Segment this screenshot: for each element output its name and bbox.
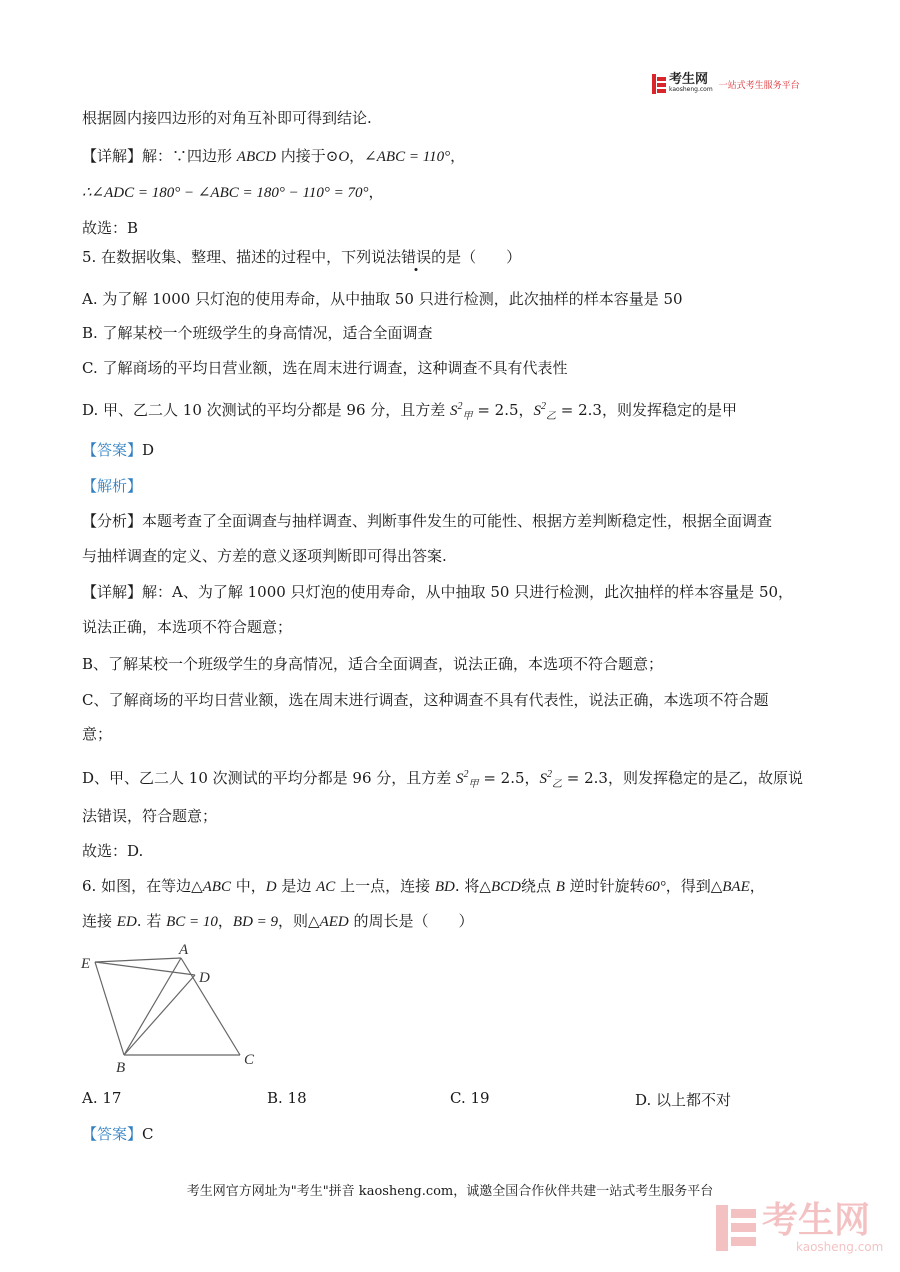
- text: = 2.3，则发挥稳定的是甲: [556, 401, 737, 419]
- text: 绕点: [520, 877, 556, 895]
- brand-logo-icon: [652, 74, 666, 94]
- math: △AED: [308, 914, 349, 930]
- emphasis-text: 错误: [401, 248, 432, 266]
- answer-tag: 【答案】: [82, 1125, 143, 1143]
- sup: 2: [457, 401, 463, 412]
- text: = 2.3，则发挥稳定的是乙，故原说: [562, 769, 803, 787]
- text: = 2.5，: [472, 401, 534, 419]
- option-d: [82, 397, 737, 427]
- text: 本题考查了全面调查与抽样调查、判断事件发生的可能性、根据方差判断稳定性，根据全面调查: [142, 512, 773, 530]
- text: S: [539, 771, 548, 787]
- math: AC: [316, 879, 336, 895]
- header-logo: [652, 74, 800, 94]
- segment-ea: [95, 958, 181, 962]
- sub: 乙: [546, 411, 557, 422]
- segment-ed: [95, 962, 195, 975]
- detail-line: [82, 582, 793, 602]
- text: ，: [368, 183, 384, 201]
- detail-line: 意；: [82, 725, 113, 743]
- page-footer: 考生网官方网址为"考生"拼音 kaosheng.com，诚邀全国合作伙伴共建一站式考生服务平台: [186, 1184, 714, 1199]
- text: D、甲、乙二人 10 次测试的平均分都是 96 分，且方差: [82, 769, 457, 787]
- math: ⊙O: [325, 149, 350, 165]
- math: △BCD: [479, 879, 521, 895]
- math: ∴∠ADC = 180° − ∠ABC = 180° − 110° = 70°: [82, 185, 369, 201]
- detail-line: 法错误，符合题意；: [82, 807, 218, 825]
- text: S: [456, 771, 464, 787]
- math: ABCD: [236, 149, 276, 165]
- text: ，: [450, 147, 466, 165]
- text: 的周长是（ ）: [348, 912, 474, 930]
- text: 【详解】: [82, 583, 143, 601]
- text-line: 根据圆内接四边形的对角互补即可得到结论.: [82, 109, 372, 127]
- math: ∠ABC = 110°: [364, 149, 451, 165]
- choice-d: D. 以上都不对: [635, 1091, 732, 1109]
- text: . 若: [136, 912, 167, 930]
- text: ，: [349, 147, 365, 165]
- sub: 甲: [462, 411, 473, 422]
- answer-tag: 【答案】: [82, 441, 143, 459]
- question-5-stem: [82, 247, 521, 267]
- choice-c: C. 19: [450, 1089, 490, 1107]
- answer-6: [82, 1124, 154, 1144]
- brand-tagline: 一站式考生服务平台: [718, 80, 800, 91]
- text: ，: [749, 877, 765, 895]
- text: 解：A、为了解 1000 只灯泡的使用寿命，从中抽取 50 只进行检测，此次抽样的样本容量是 50，: [142, 583, 794, 601]
- math: B: [555, 879, 565, 895]
- text: = 2.5，: [478, 769, 540, 787]
- sup: 2: [547, 769, 553, 780]
- analysis-line: [82, 511, 772, 531]
- text: 上一点，连接: [335, 877, 435, 895]
- sup: 2: [463, 769, 469, 780]
- sub: 乙: [552, 779, 563, 790]
- segment-eb: [95, 962, 124, 1055]
- text: D. 甲、乙二人 10 次测试的平均分都是 96 分，且方差: [82, 401, 451, 419]
- sup: 2: [541, 401, 547, 412]
- question-6-stem: [82, 876, 765, 897]
- math: [533, 401, 557, 422]
- analysis-line: 与抽样调查的定义、方差的意义逐项判断即可得出答案.: [82, 547, 447, 565]
- answer-value: D: [142, 441, 155, 459]
- text: . 将: [454, 877, 480, 895]
- segment-ac: [181, 958, 240, 1055]
- math: 60°: [644, 879, 666, 895]
- text: S: [533, 403, 542, 419]
- brand-name: 考生网: [669, 72, 709, 87]
- point-label: D: [199, 970, 210, 986]
- segment-ab: [124, 958, 181, 1055]
- point-label: E: [81, 956, 91, 972]
- sub: 甲: [468, 779, 479, 790]
- brand-domain: kaosheng.com: [669, 86, 713, 93]
- math: △ABC: [191, 879, 231, 895]
- text: 【分析】: [82, 512, 143, 530]
- answer-value: C: [142, 1125, 154, 1143]
- text: 6. 如图，在等边: [82, 877, 192, 895]
- text: 逆时针旋转: [564, 877, 645, 895]
- text: 5. 在数据收集、整理、描述的过程中，下列说法: [82, 248, 402, 266]
- text-line: 故选：B: [82, 219, 139, 237]
- math: BD = 9: [232, 914, 279, 930]
- text: ，得到: [665, 877, 711, 895]
- detail-line: C、了解商场的平均日营业额，选在周末进行调查，这种调查不具有代表性，说法正确，本选项不符合题: [82, 691, 769, 709]
- math: BD: [434, 879, 455, 895]
- text: 解：∵四边形: [142, 147, 237, 165]
- watermark: [716, 1202, 883, 1254]
- text: S: [450, 403, 458, 419]
- math: △BAE: [710, 879, 750, 895]
- watermark-text: 考生网: [762, 1200, 871, 1241]
- math: [539, 769, 563, 790]
- math: [456, 769, 479, 790]
- point-label: C: [244, 1052, 255, 1068]
- math: D: [265, 879, 277, 895]
- detail-line: [82, 765, 803, 795]
- option-c: C. 了解商场的平均日营业额，选在周末进行调查，这种调查不具有代表性: [82, 359, 568, 377]
- detail-line: [82, 146, 465, 167]
- answer-5: [82, 440, 154, 460]
- text: 连接: [82, 912, 117, 930]
- question-6-stem-2: [82, 911, 474, 932]
- watermark-logo-icon: [716, 1205, 756, 1251]
- option-b: B. 了解某校一个班级学生的身高情况，适合全面调查: [82, 324, 433, 342]
- detail-line: 故选：D.: [82, 842, 144, 860]
- math: ED: [116, 914, 137, 930]
- option-a: A. 为了解 1000 只灯泡的使用寿命，从中抽取 50 只进行检测，此次抽样的样本容量是 50: [82, 290, 683, 308]
- math: [450, 401, 473, 422]
- choice-a: A. 17: [82, 1089, 122, 1107]
- math: BC = 10: [166, 914, 218, 930]
- detail-line: 说法正确，本选项不符合题意；: [82, 618, 293, 636]
- detail-line: B、了解某校一个班级学生的身高情况，适合全面调查，说法正确，本选项不符合题意；: [82, 655, 664, 673]
- text: ，: [217, 912, 233, 930]
- point-label: A: [179, 942, 189, 958]
- detail-tag: 【详解】: [82, 147, 143, 165]
- segment-bd: [124, 975, 195, 1055]
- analysis-tag: 【解析】: [82, 477, 143, 495]
- geometry-figure: [78, 940, 268, 1080]
- point-label: B: [116, 1060, 126, 1076]
- watermark-domain: kaosheng.com: [796, 1240, 884, 1254]
- text: 的是（ ）: [431, 248, 522, 266]
- choice-b: B. 18: [267, 1089, 307, 1107]
- math-line: [82, 182, 384, 203]
- text: ，则: [278, 912, 309, 930]
- text: 内接于: [275, 147, 326, 165]
- text: 中，: [230, 877, 266, 895]
- text: 是边: [276, 877, 317, 895]
